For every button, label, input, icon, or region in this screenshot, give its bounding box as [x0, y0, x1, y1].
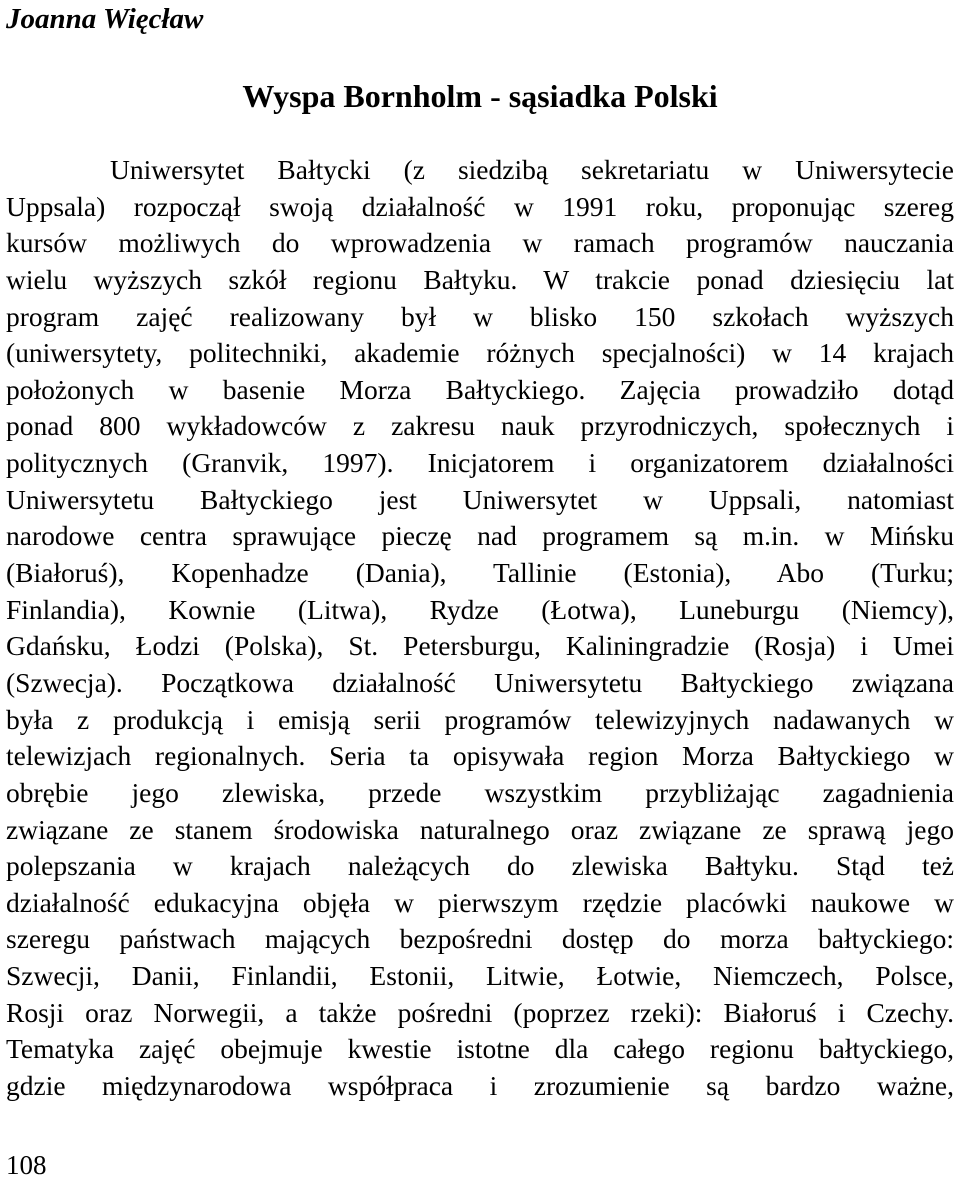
body-line: (uniwersytety, politechniki, akademie różnych specjalności) w 14 krajach [6, 337, 954, 369]
body-line: Finlandia), Kownie (Litwa), Rydze (Łotwa), Luneburgu (Niemcy), [6, 593, 954, 625]
body-line: położonych w basenie Morza Bałtyckiego. Zajęcia prowadziło dotąd [6, 373, 954, 405]
body-line: kursów możliwych do wprowadzenia w ramach programów nauczania [6, 227, 954, 259]
body-line: Gdańsku, Łodzi (Polska), St. Petersburgu, Kaliningradzie (Rosja) i Umei [6, 630, 954, 662]
body-line: działalność edukacyjna objęła w pierwszym rzędzie placówki naukowe w [6, 886, 954, 918]
body-line: szeregu państwach mających bezpośredni dostęp do morza bałtyckiego: [6, 923, 954, 955]
body-line: (Białoruś), Kopenhadze (Dania), Tallinie (Estonia), Abo (Turku; [6, 557, 954, 589]
body-line: telewizjach regionalnych. Seria ta opisywała region Morza Bałtyckiego w [6, 740, 954, 772]
body-line: Uppsala) rozpoczął swoją działalność w 1991 roku, proponując szereg [6, 190, 954, 222]
body-line: ponad 800 wykładowców z zakresu nauk przyrodniczych, społecznych i [6, 410, 954, 442]
body-line: Szwecji, Danii, Finlandii, Estonii, Litwie, Łotwie, Niemczech, Polsce, [6, 960, 954, 992]
body-line: (Szwecja). Początkowa działalność Uniwersytetu Bałtyckiego związana [6, 666, 954, 698]
body-line: Tematyka zajęć obejmuje kwestie istotne dla całego regionu bałtyckiego, [6, 1033, 954, 1065]
body-line: program zajęć realizowany był w blisko 150 szkołach wyższych [6, 300, 954, 332]
body-line: gdzie międzynarodowa współpraca i zrozumienie są bardzo ważne, [6, 1070, 954, 1102]
body-line: Uniwersytetu Bałtyckiego jest Uniwersytet w Uppsali, natomiast [6, 483, 954, 515]
body-line: politycznych (Granvik, 1997). Inicjatorem i organizatorem działalności [6, 447, 954, 479]
body-line: związane ze stanem środowiska naturalnego oraz związane ze sprawą jego [6, 813, 954, 845]
article-body [6, 152, 954, 1105]
body-line: wielu wyższych szkół regionu Bałtyku. W trakcie ponad dziesięciu lat [6, 263, 954, 295]
article-title: Wyspa Bornholm - sąsiadka Polski [242, 78, 718, 114]
page-number: 108 [6, 1150, 47, 1180]
body-line: obrębie jego zlewiska, przede wszystkim przybliżając zagadnienia [6, 776, 954, 808]
body-line: Uniwersytet Bałtycki (z siedzibą sekretariatu w Uniwersytecie [110, 154, 954, 185]
author-name: Joanna Więcław [6, 3, 204, 35]
body-line: narodowe centra sprawujące pieczę nad programem są m.in. w Mińsku [6, 520, 954, 552]
body-line: była z produkcją i emisją serii programów telewizyjnych nadawanych w [6, 703, 954, 735]
body-line: polepszania w krajach należących do zlewiska Bałtyku. Stąd też [6, 850, 954, 882]
body-line: Rosji oraz Norwegii, a także pośredni (poprzez rzeki): Białoruś i Czechy. [6, 996, 954, 1028]
